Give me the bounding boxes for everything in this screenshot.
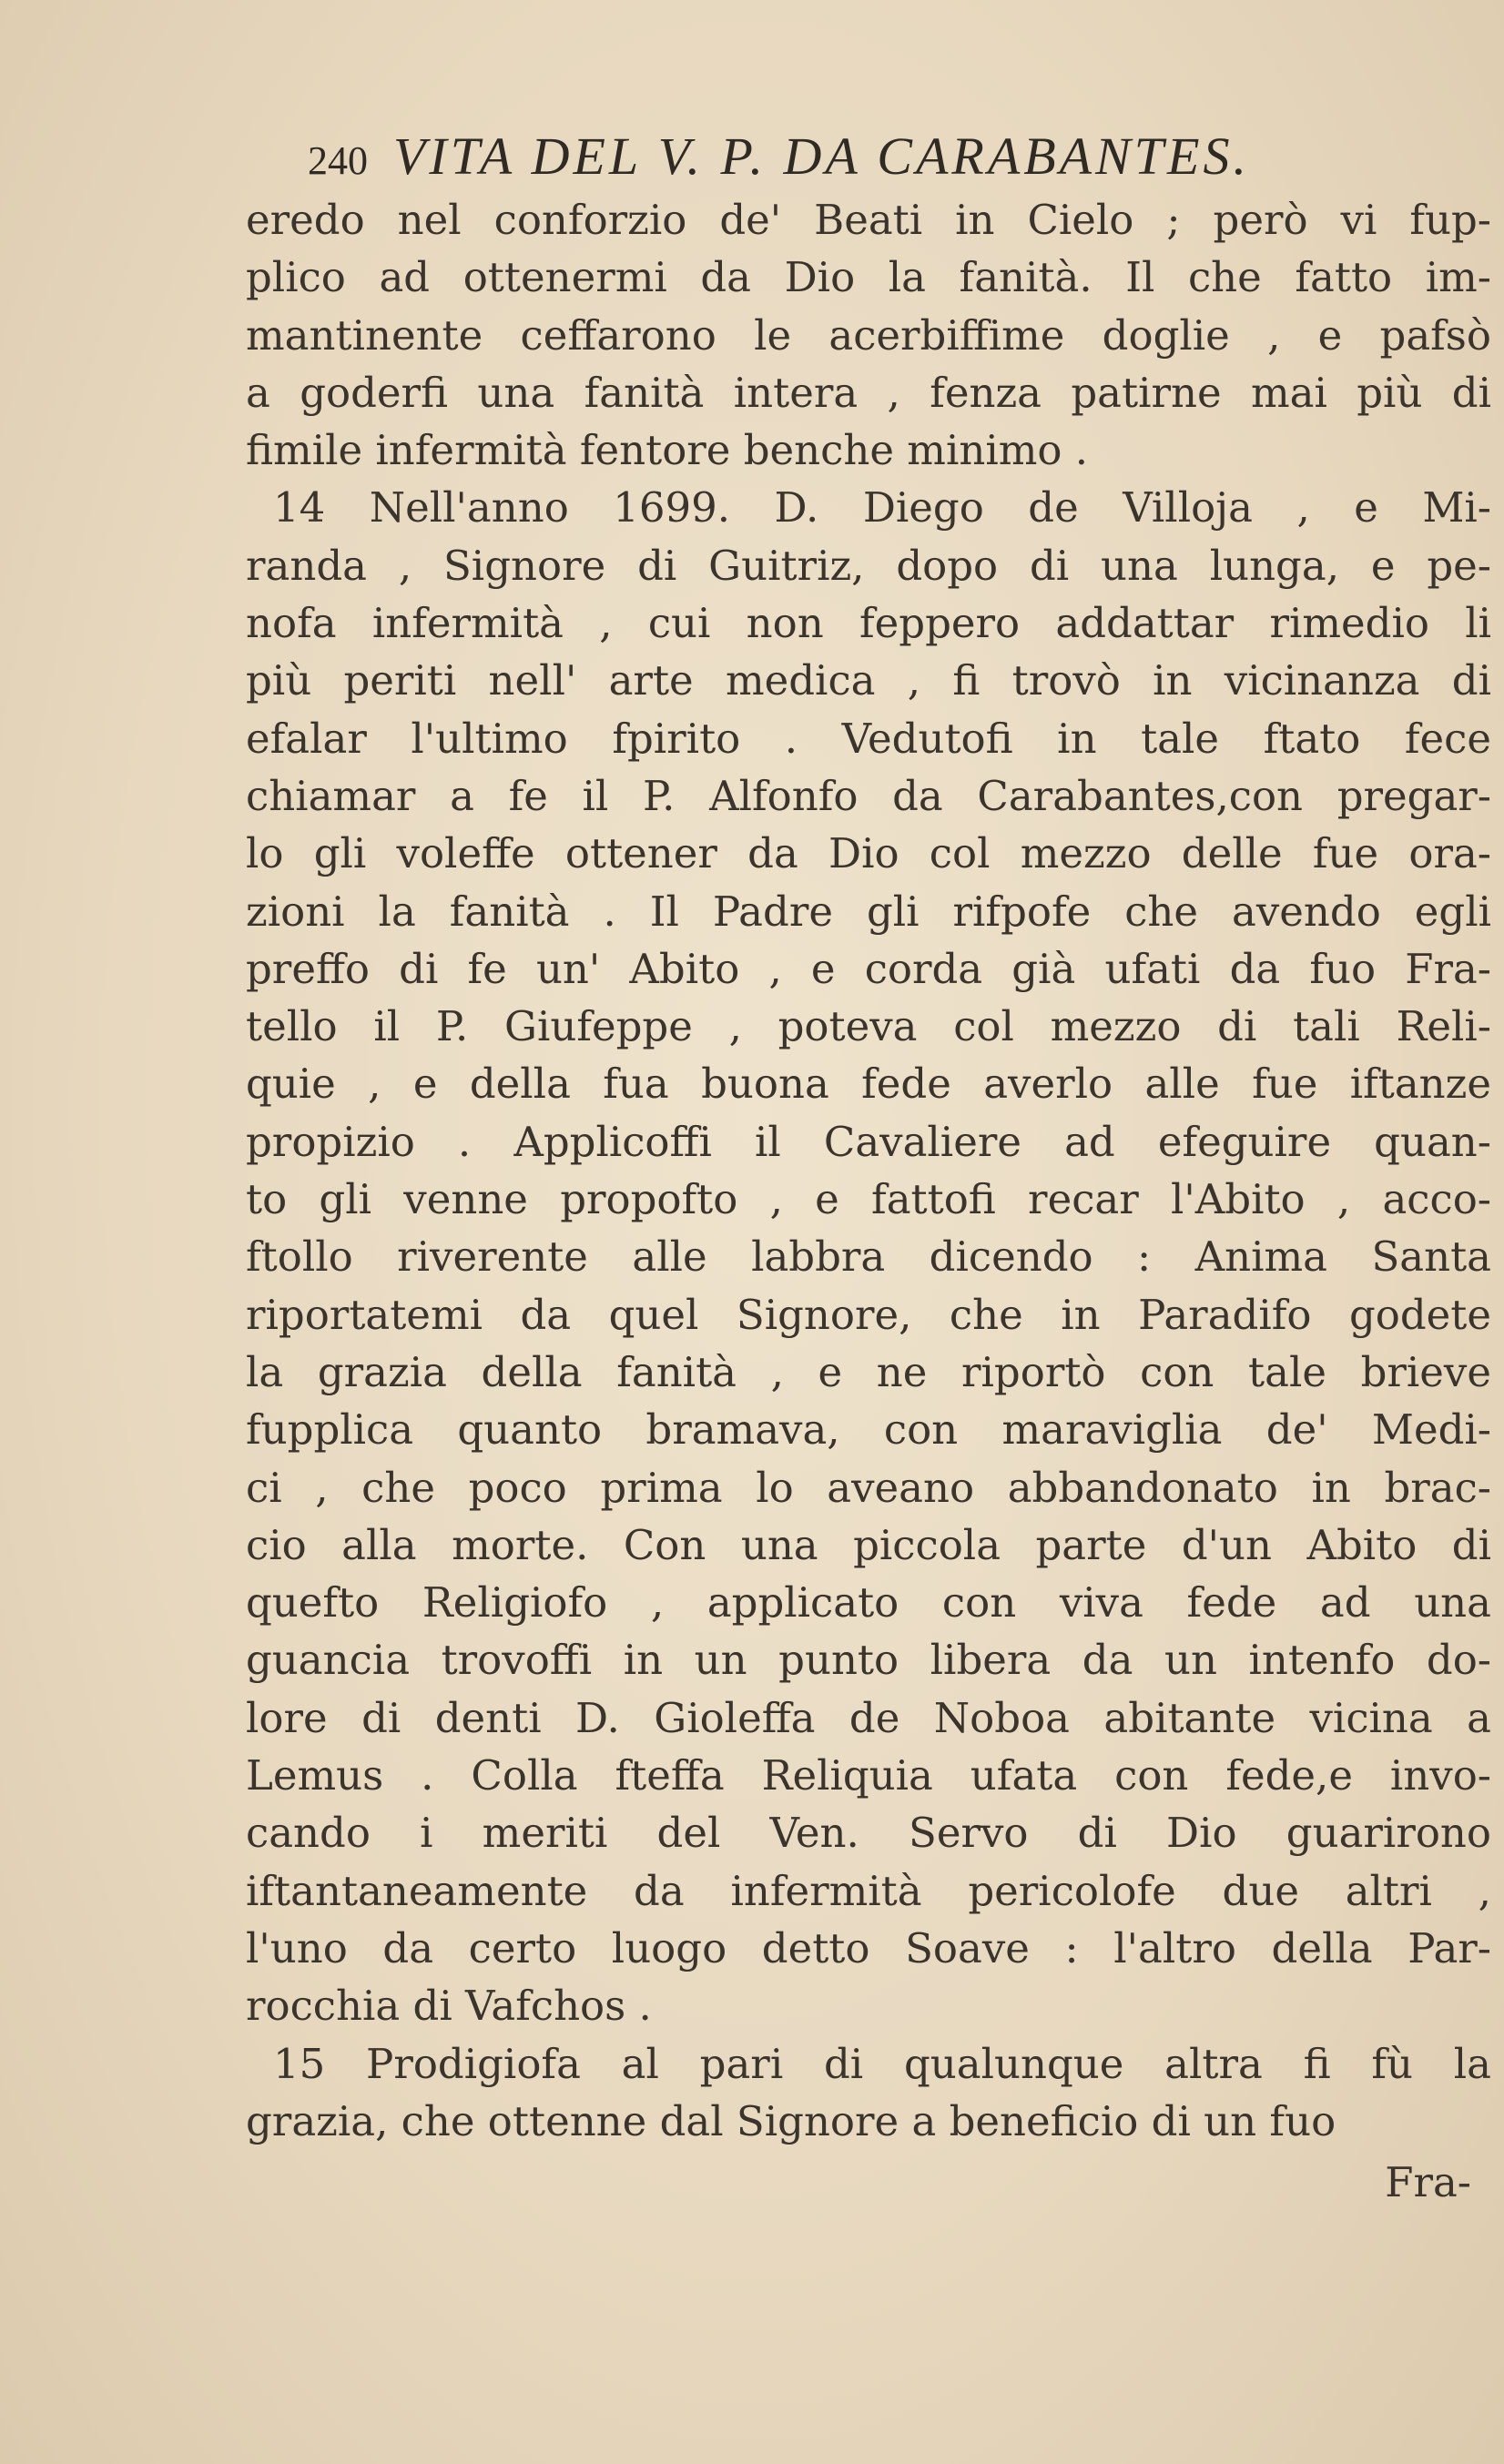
text-line: preffo di fe un' Abito , e corda già ufati da fuo Fra- <box>246 944 1491 993</box>
text-line: plico ad ottenermi da Dio la fanità. Il che fatto im- <box>246 253 1491 302</box>
catchword: Fra- <box>1385 2158 1471 2207</box>
text-line: to gli venne propofto , e fattofi recar l'Abito , acco- <box>246 1175 1491 1224</box>
text-line: Lemus . Colla fteffa Reliquia ufata con fede,e invo- <box>246 1751 1491 1800</box>
text-line: quefto Religiofo , applicato con viva fede ad una <box>246 1578 1491 1627</box>
text-line: propizio . Applicoffi il Cavaliere ad efeguire quan- <box>246 1117 1491 1166</box>
text-line: nofa infermità , cui non feppero addattar rimedio li <box>246 599 1491 648</box>
text-line: iftantaneamente da infermità pericolofe due altri , <box>246 1866 1491 1915</box>
text-line: guancia trovoffi in un punto libera da un intenfo do- <box>246 1636 1491 1685</box>
running-header <box>246 127 1491 191</box>
text-line: 14 Nell'anno 1699. D. Diego de Villoja , e Mi- <box>273 483 1491 532</box>
text-line: chiamar a fe il P. Alfonfo da Carabantes,con pregar- <box>246 771 1491 820</box>
text-line: eredo nel conforzio de' Beati in Cielo ; però vi fup- <box>246 196 1491 244</box>
text-line: ftollo riverente alle labbra dicendo : Anima Santa <box>246 1232 1491 1282</box>
text-line: tello il P. Giufeppe , poteva col mezzo di tali Reli- <box>246 1002 1491 1051</box>
page-text-block <box>246 127 1491 2211</box>
text-line: lo gli voleffe ottener da Dio col mezzo delle fue ora- <box>246 829 1491 878</box>
text-line: efalar l'ultimo fpirito . Vedutofi in tale ftato fece <box>246 714 1491 763</box>
text-line: mantinente ceffarono le acerbiffime doglie , e pafsò <box>246 310 1491 360</box>
text-line: quie , e della fua buona fede averlo alle fue iftanze <box>246 1060 1491 1109</box>
text-line: ci , che poco prima lo aveano abbandonato in brac- <box>246 1463 1491 1512</box>
text-line: lore di denti D. Gioleffa de Noboa abitante vicina a <box>246 1693 1491 1742</box>
text-line: l'uno da certo luogo detto Soave : l'altro della Par- <box>246 1923 1491 1972</box>
text-line: cando i meriti del Ven. Servo di Dio guarirono <box>246 1809 1491 1858</box>
text-line: cio alla morte. Con una piccola parte d'un Abito di <box>246 1520 1491 1569</box>
body-text <box>246 191 1491 2150</box>
text-line: zioni la fanità . Il Padre gli rifpofe che avendo egli <box>246 887 1491 936</box>
text-line: la grazia della fanità , e ne riportò con tale brieve <box>246 1347 1491 1396</box>
running-title: VITA DEL V. P. DA CARABANTES. <box>393 127 1250 186</box>
text-line: 15 Prodigiofa al pari di qualunque altra fi fù la <box>273 2039 1491 2088</box>
text-line: fupplica quanto bramava, con maraviglia de' Medi- <box>246 1405 1491 1455</box>
page-number: 240 <box>308 138 368 183</box>
text-line: randa , Signore di Guitriz, dopo di una lunga, e pe- <box>246 541 1491 590</box>
text-line: grazia, che ottenne dal Signore a beneficio di un fuo <box>246 2096 1336 2145</box>
text-line: a goderfi una fanità intera , fenza patirne mai più di <box>246 368 1491 417</box>
text-line: rocchia di Vafchos . <box>246 1982 652 2031</box>
text-line: più periti nell' arte medica , fi trovò in vicinanza di <box>246 656 1491 705</box>
text-line: riportatemi da quel Signore, che in Paradifo godete <box>246 1290 1491 1339</box>
text-line: fimile infermità fentore benche minimo . <box>246 426 1089 475</box>
